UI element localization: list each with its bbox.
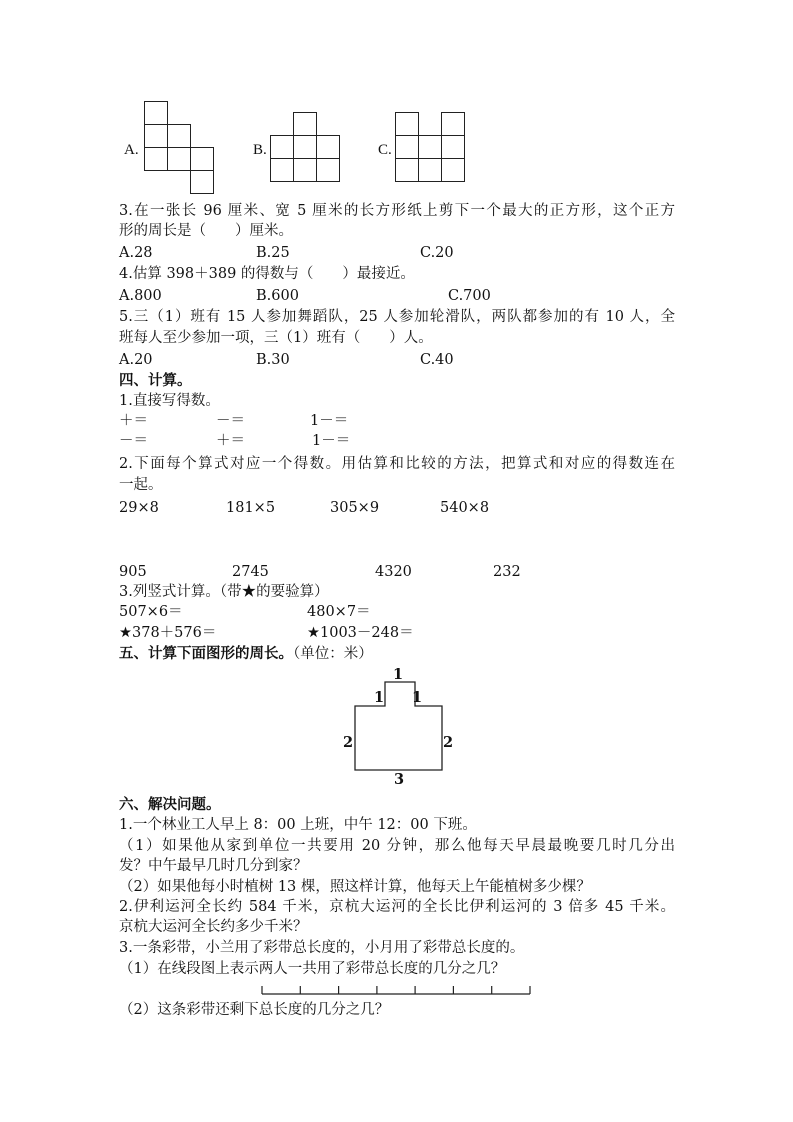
oral-calc-5: ＋＝: [216, 433, 245, 449]
question-4-option-a: A.800: [119, 288, 162, 304]
question-4-option-c: C.700: [448, 288, 491, 304]
question-5-option-c: C.40: [420, 352, 454, 368]
result-4: 232: [493, 564, 521, 580]
expression-4: 540×8: [440, 500, 490, 516]
expression-3: 305×9: [330, 500, 380, 516]
result-2: 2745: [232, 564, 269, 580]
figure-label-bottom: 3: [394, 771, 405, 788]
expression-2: 181×5: [226, 500, 276, 516]
figure-label-top: 1: [393, 666, 404, 683]
net-figure-c: [395, 112, 467, 186]
problem-3-text: 3.一条彩带，小兰用了彩带总长度的，小月用了彩带总长度的。: [119, 940, 525, 956]
question-5-line2: 班每人至少参加一项，三（1）班有（ ）人。: [119, 330, 433, 346]
figure-label-right: 2: [443, 734, 454, 751]
vertical-calc-3: ★378＋576＝: [119, 625, 217, 641]
section-6-title: 六、解决问题。: [119, 796, 221, 813]
problem-1-q1-line2: 发？中午最早几时几分到家？: [119, 858, 308, 874]
oral-calc-6: 1－＝: [312, 433, 351, 449]
figure-label-left: 2: [343, 734, 354, 751]
question-3-option-a: A.28: [119, 245, 153, 261]
section-5-title: 五、计算下面图形的周长。: [119, 645, 293, 662]
section-4-sub1: 1.直接写得数。: [119, 393, 220, 409]
question-5-option-b: B.30: [256, 352, 290, 368]
option-a-label: A.: [124, 142, 139, 158]
option-c-label: C.: [378, 142, 392, 158]
problem-2-line2: 京杭大运河全长约多少千米？: [119, 919, 308, 935]
question-3-line2: 形的周长是（ ）厘米。: [119, 223, 293, 239]
problem-2-line1: 2.伊利运河全长约 584 千米，京杭大运河的全长比伊利运河的 3 倍多 45 千米。: [119, 899, 675, 915]
option-b-label: B.: [253, 142, 267, 158]
section-5-heading: [119, 644, 373, 664]
question-4-option-b: B.600: [256, 288, 299, 304]
section-4-title: 四、计算。: [119, 372, 192, 389]
problem-3-q2: （2）这条彩带还剩下总长度的几分之几？: [119, 1002, 390, 1018]
question-3-option-c: C.20: [420, 245, 454, 261]
vertical-calc-4: ★1003－248＝: [307, 625, 414, 641]
oral-calc-1: ＋＝: [119, 413, 148, 429]
problem-3-q1: （1）在线段图上表示两人一共用了彩带总长度的几分之几？: [119, 961, 506, 977]
segment-diagram: [262, 984, 534, 998]
question-5-line1: 5.三（1）班有 15 人参加舞蹈队，25 人参加轮滑队，两队都参加的有 10 人，全: [119, 309, 675, 325]
section-4-sub2-line2: 一起。: [119, 477, 163, 493]
question-4-text: 4.估算 398＋389 的得数与（ ）最接近。: [119, 266, 415, 282]
figure-label-left-small: 1: [374, 689, 385, 706]
net-figure-b: [270, 112, 342, 186]
question-5-option-a: A.20: [119, 352, 153, 368]
section-4-sub2-line1: 2.下面每个算式对应一个得数。用估算和比较的方法，把算式和对应的得数连在: [119, 456, 675, 472]
question-3-option-b: B.25: [256, 245, 290, 261]
result-1: 905: [119, 564, 147, 580]
net-figure-a: [144, 101, 216, 197]
vertical-calc-1: 507×6＝: [119, 604, 183, 620]
problem-1-q1-line1: （1）如果他从家到单位一共要用 20 分钟，那么他每天早晨最晚要几时几分出: [119, 838, 675, 854]
problem-1-text: 1.一个林业工人早上 8：00 上班，中午 12：00 下班。: [119, 817, 477, 833]
section-5-unit: （单位：米）: [293, 646, 373, 662]
oral-calc-4: －＝: [119, 433, 148, 449]
expression-1: 29×8: [119, 500, 159, 516]
question-3-line1: 3.在一张长 96 厘米、宽 5 厘米的长方形纸上剪下一个最大的正方形，这个正方: [119, 203, 675, 219]
oral-calc-3: 1－＝: [310, 413, 349, 429]
vertical-calc-2: 480×7＝: [307, 604, 371, 620]
section-4-sub3: 3.列竖式计算。（带★的要验算）: [119, 584, 329, 600]
problem-1-q2: （2）如果他每小时植树 13 棵，照这样计算，他每天上午能植树多少棵？: [119, 879, 591, 895]
oral-calc-2: －＝: [216, 413, 245, 429]
figure-label-right-small: 1: [412, 689, 423, 706]
result-3: 4320: [375, 564, 412, 580]
